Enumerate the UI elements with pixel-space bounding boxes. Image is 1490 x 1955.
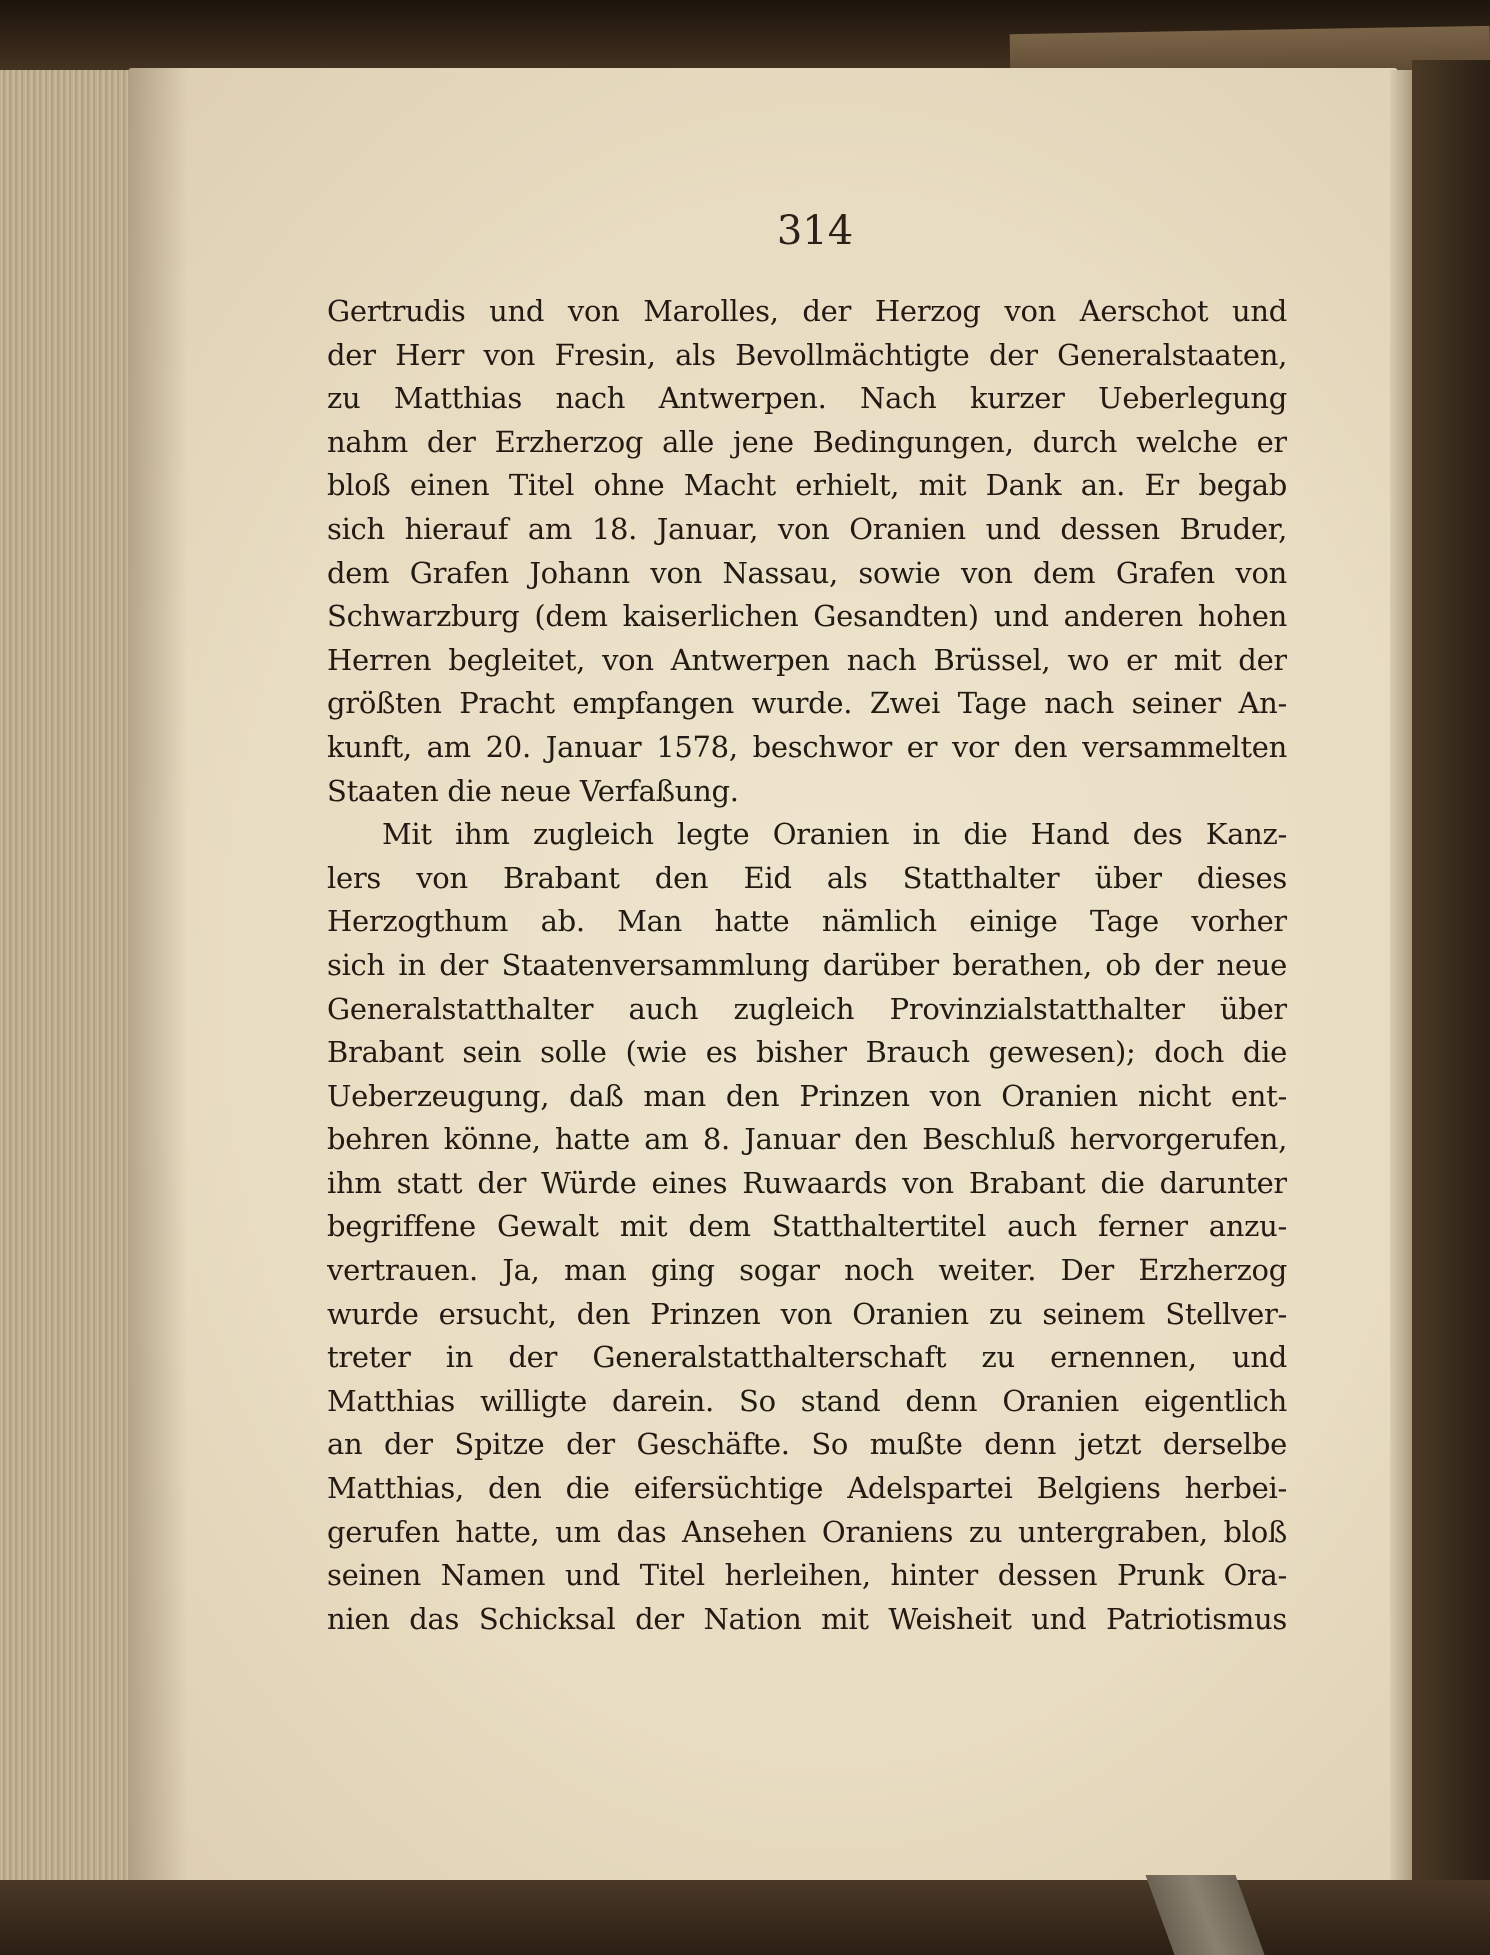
book-cover-right: [1412, 60, 1490, 1900]
text-line: zu Matthias nach Antwerpen. Nach kurzer Ueberlegung: [327, 381, 1287, 416]
text-line: der Herr von Fresin, als Bevollmächtigte der Generalstaaten,: [327, 337, 1287, 372]
text-line: Matthias willigte darein. So stand denn Oranien eigentlich: [327, 1383, 1287, 1418]
book-cover-bottom: [0, 1880, 1490, 1955]
text-line: kunft, am 20. Januar 1578, beschwor er vor den versammelten: [327, 729, 1287, 764]
text-line: dem Grafen Johann von Nassau, sowie von dem Grafen von: [327, 555, 1287, 590]
text-line: an der Spitze der Geschäfte. So mußte denn jetzt derselbe: [327, 1427, 1287, 1462]
text-line: Matthias, den die eifersüchtige Adelspartei Belgiens herbei-: [327, 1471, 1287, 1506]
text-line: sich in der Staatenversammlung darüber berathen, ob der neue: [327, 947, 1287, 982]
text-line: größten Pracht empfangen wurde. Zwei Tage nach seiner An-: [327, 686, 1287, 721]
text-line: Ueberzeugung, daß man den Prinzen von Oranien nicht ent-: [327, 1078, 1287, 1113]
text-line: nien das Schicksal der Nation mit Weisheit und Patriotismus: [327, 1601, 1287, 1636]
text-line: sich hierauf am 18. Januar, von Oranien und dessen Bruder,: [327, 511, 1287, 546]
text-line: Herren begleitet, von Antwerpen nach Brüssel, wo er mit der: [327, 642, 1287, 677]
page-edges: [0, 70, 137, 1885]
gutter-shadow: [128, 68, 188, 1888]
text-line: Brabant sein solle (wie es bisher Brauch gewesen); doch die: [327, 1035, 1287, 1070]
text-line: Mit ihm zugleich legte Oranien in die Hand des Kanz-: [382, 817, 1287, 852]
text-line: Gertrudis und von Marolles, der Herzog von Aerschot und: [327, 294, 1287, 328]
text-line: Generalstatthalter auch zugleich Provinzialstatthalter über: [327, 991, 1287, 1026]
text-line: Schwarzburg (dem kaiserlichen Gesandten) und anderen hohen: [327, 599, 1287, 634]
text-line: bloß einen Titel ohne Macht erhielt, mit Dank an. Er begab: [327, 468, 1287, 503]
text-line: nahm der Erzherzog alle jene Bedingungen, durch welche er: [327, 424, 1287, 459]
body-text: [327, 290, 1287, 1641]
text-line: wurde ersucht, den Prinzen von Oranien zu seinem Stellver-: [327, 1296, 1287, 1331]
text-line: treter in der Generalstatthalterschaft zu ernennen, und: [327, 1340, 1287, 1375]
next-page-edge: [1390, 70, 1414, 1885]
page-number: 314: [776, 208, 854, 254]
text-line: lers von Brabant den Eid als Statthalter über dieses: [327, 860, 1287, 895]
text-line: gerufen hatte, um das Ansehen Oraniens zu untergraben, bloß: [327, 1514, 1287, 1549]
text-line: behren könne, hatte am 8. Januar den Beschluß hervorgerufen,: [327, 1122, 1287, 1157]
text-line: seinen Namen und Titel herleihen, hinter dessen Prunk Ora-: [327, 1558, 1287, 1593]
text-line: Staaten die neue Verfaßung.: [327, 773, 739, 808]
text-line: ihm statt der Würde eines Ruwaards von Brabant die darunter: [327, 1165, 1287, 1200]
text-line: vertrauen. Ja, man ging sogar noch weiter. Der Erzherzog: [327, 1253, 1287, 1288]
text-line: begriffene Gewalt mit dem Statthaltertitel auch ferner anzu-: [327, 1209, 1287, 1244]
text-line: Herzogthum ab. Man hatte nämlich einige Tage vorher: [327, 904, 1287, 939]
